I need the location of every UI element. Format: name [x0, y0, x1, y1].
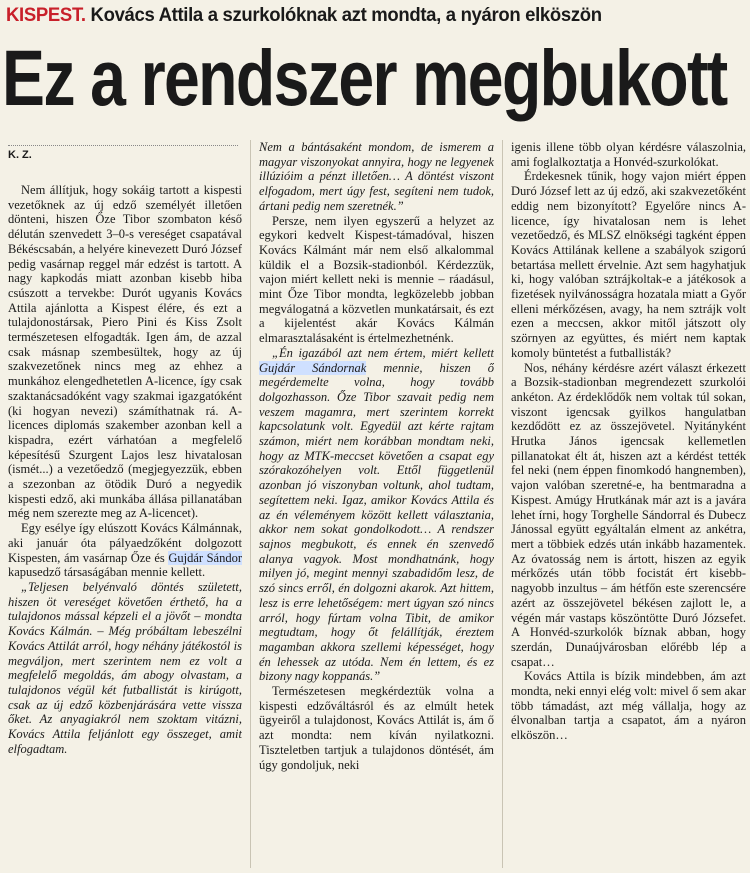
column-divider	[250, 140, 251, 868]
paragraph: Persze, nem ilyen egyszerű a helyzet az egykori kedvelt Kispest-támadóval, hiszen Kovács Kálmánt már nem első alkalommal küldik el a Bozsik-stadionból. Kérdezzük, vajon miért kellett neki is mennie – ráadásul, mint Őze Tibor mondta, legközelebb jobban megválogatná a közvetlen munkatársait, és ezt a kijelentést akár Kovács Kálmán elmarasztalásaként is értelmezhetnénk.	[259, 213, 494, 346]
text-run: kapusedző társaságában mennie kellett.	[8, 565, 206, 580]
highlighted-name[interactable]: Gujdár Sándornak	[259, 360, 367, 375]
headline: Ez a rendszer megbukott	[2, 33, 727, 122]
paragraph: igenis illene több olyan kérdésre válaszolnia, ami foglalkoztatja a Honvéd-szurkolókat.	[511, 140, 746, 169]
article-column-1	[8, 183, 242, 869]
text-run: Egy esélye így elúszott Kovács Kálmánnak, aki január óta pályaedzőként dolgozott Kispesten, ám vasárnap Őze és	[8, 521, 242, 565]
text-run: mennie, hiszen ő megérdemelte volna, hogy tovább dolgozhasson. Őze Tibor szavait pedig nem veszem magamra, mert szerintem korrekt kapcsolatunk volt. Egyedül azt kérte rajtam számon, miért nem korábban mondtam neki, hogy az MTK-meccset követően a csapat egy szórakozóhelyen volt. Ettől függetlenül azonban jó viszonyban voltunk, ahol tudtam, segítettem neki. Igaz, amikor Kovács Attila és az én véleményem között kellett választania, akkor nem sokat gondolkodott… A rendszer sajnos megbukott, és ennek én szenvedő alanya vagyok. Most mondhatnánk, hogy milyen jó, megint mennyi szabadidőm lesz, de szó sincs erről, én dolgozni akarok. Azt hittem, lesz is erre lehetőségem: mert úgyan szó nincs arról, hogy fúrtam volna Tibit, de amikor megtudtam, hogy őt felállítják, éreztem magamban akkora szellemi képességet, hogy én lehessek az utóda. Nem én lettem, és ez bizony nagy koppanás.”	[259, 360, 494, 684]
paragraph	[8, 521, 242, 580]
article-column-3	[511, 140, 746, 873]
quote-paragraph: Nem a bántásaként mondom, de ismerem a magyar viszonyokat annyira, hogy ne legyenek illúzióim a pénzt illetően… A döntést viszont elfogadom, mert úgy fest, segíteni nem tudok, ártani pedig nem szeretnék.”	[259, 140, 494, 213]
column-divider	[502, 140, 503, 868]
kicker	[6, 4, 709, 28]
highlighted-name[interactable]: Gujdár Sándor	[168, 550, 242, 565]
quote-paragraph	[259, 346, 494, 684]
paragraph: Természetesen megkérdeztük volna a kispesti edzőváltásról és az elmúlt hetek ügyeiről a tulajdonost, Kovács Attilát is, ám ő azt mondta: nem kíván nyilatkozni. Tiszteletben tartjuk a tulajdonos döntését, ám úgy gondoljuk, neki	[259, 684, 494, 772]
text-run: „Én igazából azt nem értem, miért kellett	[272, 345, 494, 360]
author-byline: K. Z.	[8, 145, 238, 161]
paragraph: Nos, néhány kérdésre azért választ érkezett a Bozsik-stadionban megrendezett szurkolói ankéton. Az érdeklődők nem voltak túl sokan, viszont igencsak gyilkos hangulatban kezdődött ez az összejövetel. Nyitányként Hrutka János igencsak kellemetlen pillanatokat élt át, hiszen azt a kérdést tették fel neki (nem éppen finomkodó hangnemben), vajon valóban szeretné-e, ha bentmaradna a Kispest. Amúgy Hrutkának már azt is a javára lehet írni, hogy Torghelle Sándorral és Dubecz Jánossal együtt egyáltalán elment az ankétra, mert a többiek edzés után inkább hazamentek. Az óvatosság nem is ártott, hiszen az egyik mérkőzés után több focistát ért kisebb-nagyobb inzultus – ám hétfőn este szerencsére azért az összejövetel békésen zajlott le, a végén már vastaps köszöntötte Duró Józsefet. A Honvéd-szurkolók bíznak abban, hogy szerdán, Dunaújvárosban előrébb lép a csapat…	[511, 360, 746, 669]
paragraph: Kovács Attila is bízik mindebben, ám azt mondta, neki ennyi elég volt: mivel ő sem akar több támadást, azt még vállalja, hogy az élvonalban tartja a csapatot, ám a nyáron elköszön…	[511, 669, 746, 743]
paragraph: Érdekesnek tűnik, hogy vajon miért éppen Duró József lett az új edző, aki szakvezetőként eddig nem bizonyított? Egyelőre nincs A-licence, így hivatalosan nem is lehet vezetőedző, és MLSZ elnökségi tagként éppen Kovács Attilának kellene a szabályok szigorú betartása mellett érvelnie. Azt sem hagyhatjuk ki, hogy valóban sztrájkoltak-e a játékosok a fizetések nyilvánosságra hozatala miatt a Győr elleni mérkőzésen, avagy, ha nem sztrájk volt ezen a meccsen, akkor mitől játszott oly szörnyen az együttes, és miért nem kaptak komoly büntetést a futballisták?	[511, 169, 746, 360]
kicker-tag: KISPEST.	[6, 4, 86, 26]
quote-paragraph: „Teljesen belyénvaló döntés született, hiszen öt vereséget követően érthető, ha a tulajdonos mással képzeli el a jövőt – mondta Kovács Kálmán. – Még próbáltam lebeszélni Kovács Attilát arról, hogy néhány játékostól is megváljon, mert szerintem nem ez volt a megfelelő megoldás, ám abogy olvastam, a tulajdonos végül két futballistát is kirúgott, csak az új edző közbenjárására vette vissza őket. Az anyagiakról nem szoktam vitázni, Kovács Attila feljánlott egy összeget, amit elfogadtam.	[8, 579, 242, 756]
article-column-2	[259, 140, 494, 873]
paragraph: Nem állítjuk, hogy sokáig tartott a kispesti vezetőknek az új edző személyét illetően dönteni, hiszen Őze Tibor szombaton késő délután szenvedett 3–0-s vereséget csapatával Békéscsabán, a helyére kinevezett Duró József pedig vasárnap reggel már edzést is tartott. A nagy kapkodás miatt azonban kisebb hiba csúszott a tervekbe: Durót ugyanis Kovács Attila ajánlotta a Kispest élére, és ezt a tulajdonostársak, Piero Pini és Kiss Zsolt természetesen elfogadták. Igen ám, de azzal csak másnap szembesültek, hogy az új szakvezetőnek nincs meg az ehhez a munkához elengedhetetlen A-licence, így csak szaktanácsadóként vagy szakmai igazgatóként (ki hogyan nevezi) számíthatnak rá. A-licences diplomás szakember azonban kell a kispadra, ezért várhatóan a megfelelő képesítésű Szurgent Lajos lesz hivatalosan (ismét...) a vezetőedző (megjegyezzük, ebben a szezonban az ötödik Duró a negyedik kispesti edző, aki munkába állása pillanatában még nem szerezte meg az A-licencet).	[8, 183, 242, 521]
kicker-text: Kovács Attila a szurkolóknak azt mondta, a nyáron elköszön	[90, 4, 602, 26]
